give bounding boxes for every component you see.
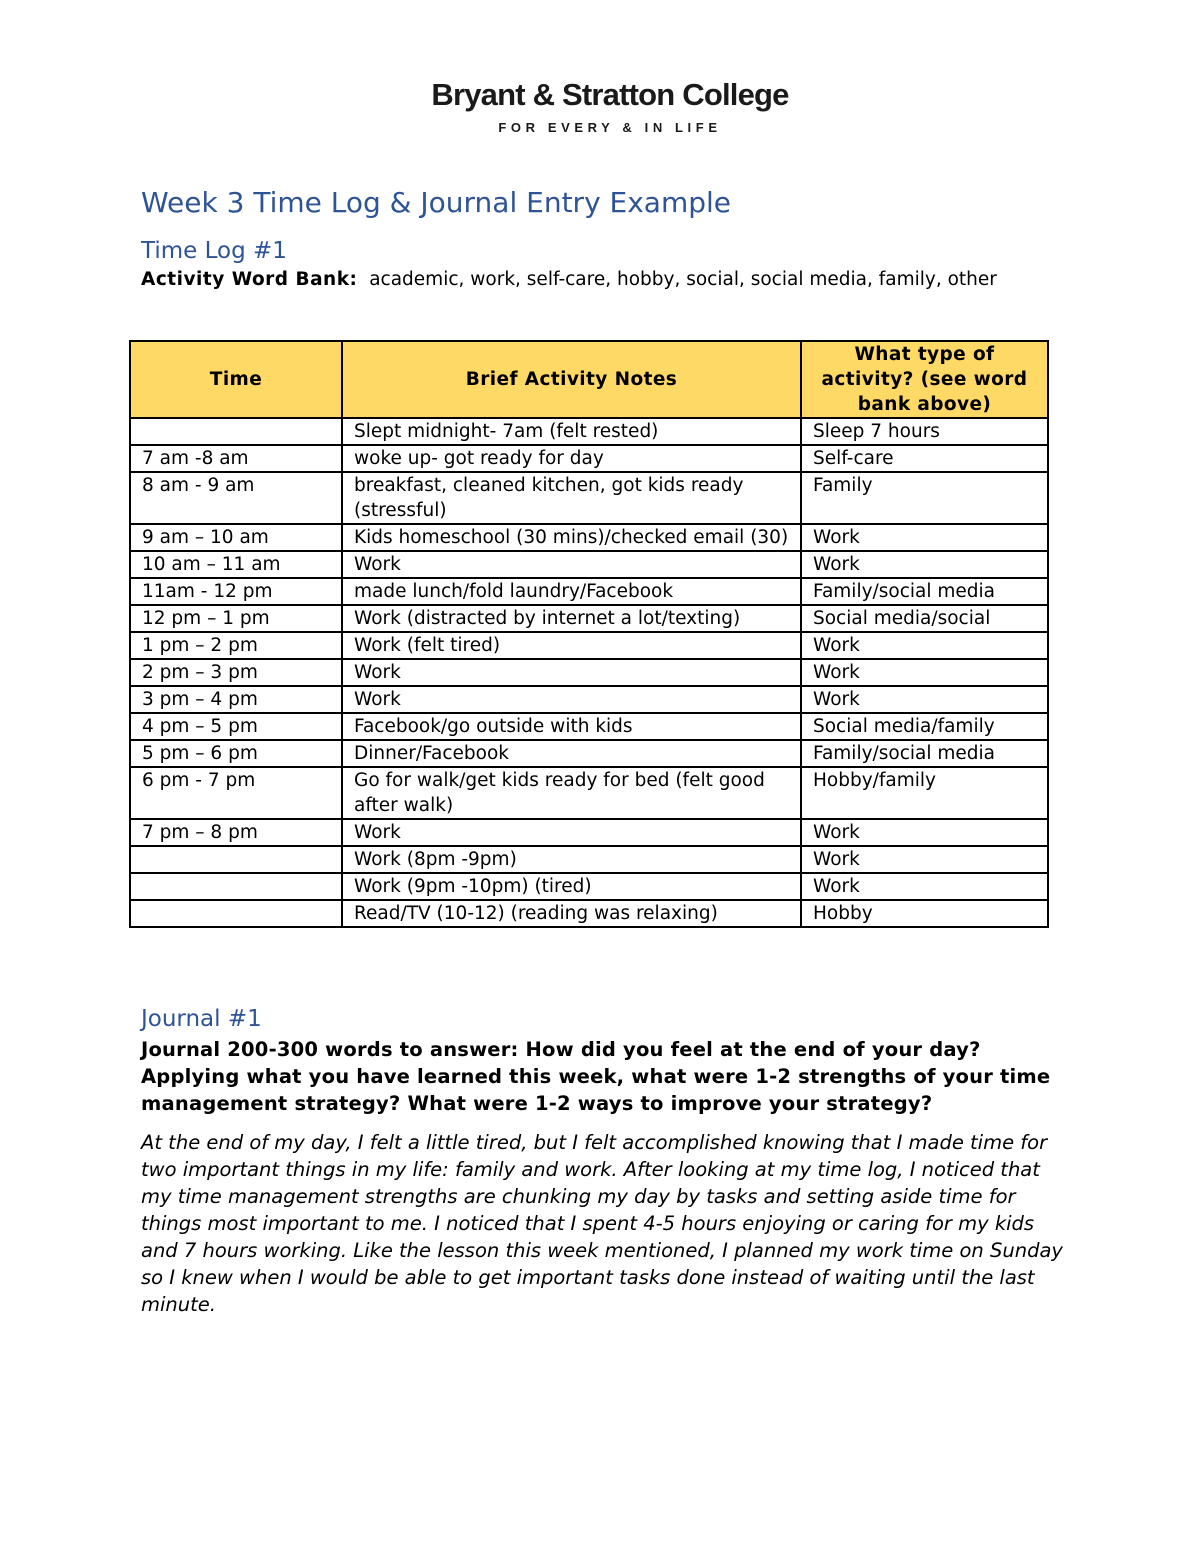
notes-cell: Work (8pm -9pm)	[342, 846, 801, 873]
time-cell: 5 pm – 6 pm	[130, 740, 342, 767]
time-cell	[130, 418, 342, 445]
time-cell: 4 pm – 5 pm	[130, 713, 342, 740]
table-header-row	[130, 341, 1048, 418]
table-row	[130, 767, 1048, 819]
time-cell: 6 pm - 7 pm	[130, 767, 342, 819]
type-cell: Family/social media	[801, 578, 1048, 605]
table-row	[130, 819, 1048, 846]
table-row	[130, 659, 1048, 686]
notes-cell: Work	[342, 659, 801, 686]
table-row	[130, 713, 1048, 740]
notes-cell: Work	[342, 551, 801, 578]
time-cell: 7 pm – 8 pm	[130, 819, 342, 846]
time-cell: 7 am -8 am	[130, 445, 342, 472]
time-cell	[130, 846, 342, 873]
type-cell: Work	[801, 873, 1048, 900]
notes-cell: Work (felt tired)	[342, 632, 801, 659]
type-cell: Work	[801, 819, 1048, 846]
logo-tagline: FOR EVERY & IN LIFE	[498, 120, 722, 135]
journal-section	[141, 1004, 1071, 1318]
type-cell: Family/social media	[801, 740, 1048, 767]
time-log-heading: Time Log #1	[141, 238, 287, 264]
header-activity-type: What type of activity? (see word bank above)	[801, 341, 1048, 418]
table-row	[130, 578, 1048, 605]
table-row	[130, 632, 1048, 659]
table-row	[130, 873, 1048, 900]
header-section	[141, 184, 1061, 293]
journal-heading: Journal #1	[141, 1006, 262, 1032]
type-cell: Family	[801, 472, 1048, 524]
table-row	[130, 740, 1048, 767]
table-row	[130, 418, 1048, 445]
type-cell: Hobby	[801, 900, 1048, 927]
header-activity-notes: Brief Activity Notes	[342, 341, 801, 418]
journal-prompt: Journal 200-300 words to answer: How did you feel at the end of your day? Applying what you have learned this week, what were 1-2 strengths of your time management strategy? What were 1-2 ways to improve your strategy?	[141, 1038, 1051, 1115]
table-row	[130, 524, 1048, 551]
notes-cell: Go for walk/get kids ready for bed (felt good after walk)	[342, 767, 801, 819]
notes-cell: breakfast, cleaned kitchen, got kids ready (stressful)	[342, 472, 801, 524]
notes-cell: woke up- got ready for day	[342, 445, 801, 472]
table-row	[130, 900, 1048, 927]
journal-entry: At the end of my day, I felt a little tired, but I felt accomplished knowing that I made time for two important things in my life: family and work. After looking at my time log, I noticed that my time management strengths are chunking my day by tasks and setting aside time for things most important to me. I noticed that I spent 4-5 hours enjoying or caring for my kids and 7 hours working. Like the lesson this week mentioned, I planned my work time on Sunday so I knew when I would be able to get important tasks done instead of waiting until the last minute.	[141, 1131, 1063, 1316]
time-cell: 2 pm – 3 pm	[130, 659, 342, 686]
notes-cell: Slept midnight- 7am (felt rested)	[342, 418, 801, 445]
type-cell: Self-care	[801, 445, 1048, 472]
college-logo	[402, 76, 818, 138]
word-bank-text: academic, work, self-care, hobby, social, social media, family, other	[369, 269, 997, 290]
type-cell: Work	[801, 846, 1048, 873]
notes-cell: Work (distracted by internet a lot/texting)	[342, 605, 801, 632]
time-cell: 12 pm – 1 pm	[130, 605, 342, 632]
time-cell: 10 am – 11 am	[130, 551, 342, 578]
notes-cell: Facebook/go outside with kids	[342, 713, 801, 740]
word-bank	[141, 266, 1061, 293]
time-cell: 11am - 12 pm	[130, 578, 342, 605]
notes-cell: Read/TV (10-12) (reading was relaxing)	[342, 900, 801, 927]
type-cell: Work	[801, 659, 1048, 686]
type-cell: Social media/family	[801, 713, 1048, 740]
table-row	[130, 686, 1048, 713]
table-row	[130, 472, 1048, 524]
header-time: Time	[130, 341, 342, 418]
type-cell: Work	[801, 632, 1048, 659]
page-title: Week 3 Time Log & Journal Entry Example	[141, 186, 732, 219]
type-cell: Sleep 7 hours	[801, 418, 1048, 445]
type-cell: Hobby/family	[801, 767, 1048, 819]
logo-name: Bryant & Stratton College	[431, 77, 789, 112]
notes-cell: Kids homeschool (30 mins)/checked email (30)	[342, 524, 801, 551]
word-bank-label: Activity Word Bank:	[141, 269, 358, 290]
type-cell: Work	[801, 524, 1048, 551]
time-cell: 8 am - 9 am	[130, 472, 342, 524]
table-row	[130, 846, 1048, 873]
type-cell: Social media/social	[801, 605, 1048, 632]
time-log-table	[129, 340, 1049, 928]
table-row	[130, 605, 1048, 632]
notes-cell: Work (9pm -10pm) (tired)	[342, 873, 801, 900]
time-cell: 3 pm – 4 pm	[130, 686, 342, 713]
notes-cell: Dinner/Facebook	[342, 740, 801, 767]
notes-cell: Work	[342, 686, 801, 713]
notes-cell: Work	[342, 819, 801, 846]
type-cell: Work	[801, 686, 1048, 713]
table-row	[130, 551, 1048, 578]
table-row	[130, 445, 1048, 472]
time-cell	[130, 873, 342, 900]
time-cell: 9 am – 10 am	[130, 524, 342, 551]
time-cell	[130, 900, 342, 927]
notes-cell: made lunch/fold laundry/Facebook	[342, 578, 801, 605]
time-cell: 1 pm – 2 pm	[130, 632, 342, 659]
type-cell: Work	[801, 551, 1048, 578]
